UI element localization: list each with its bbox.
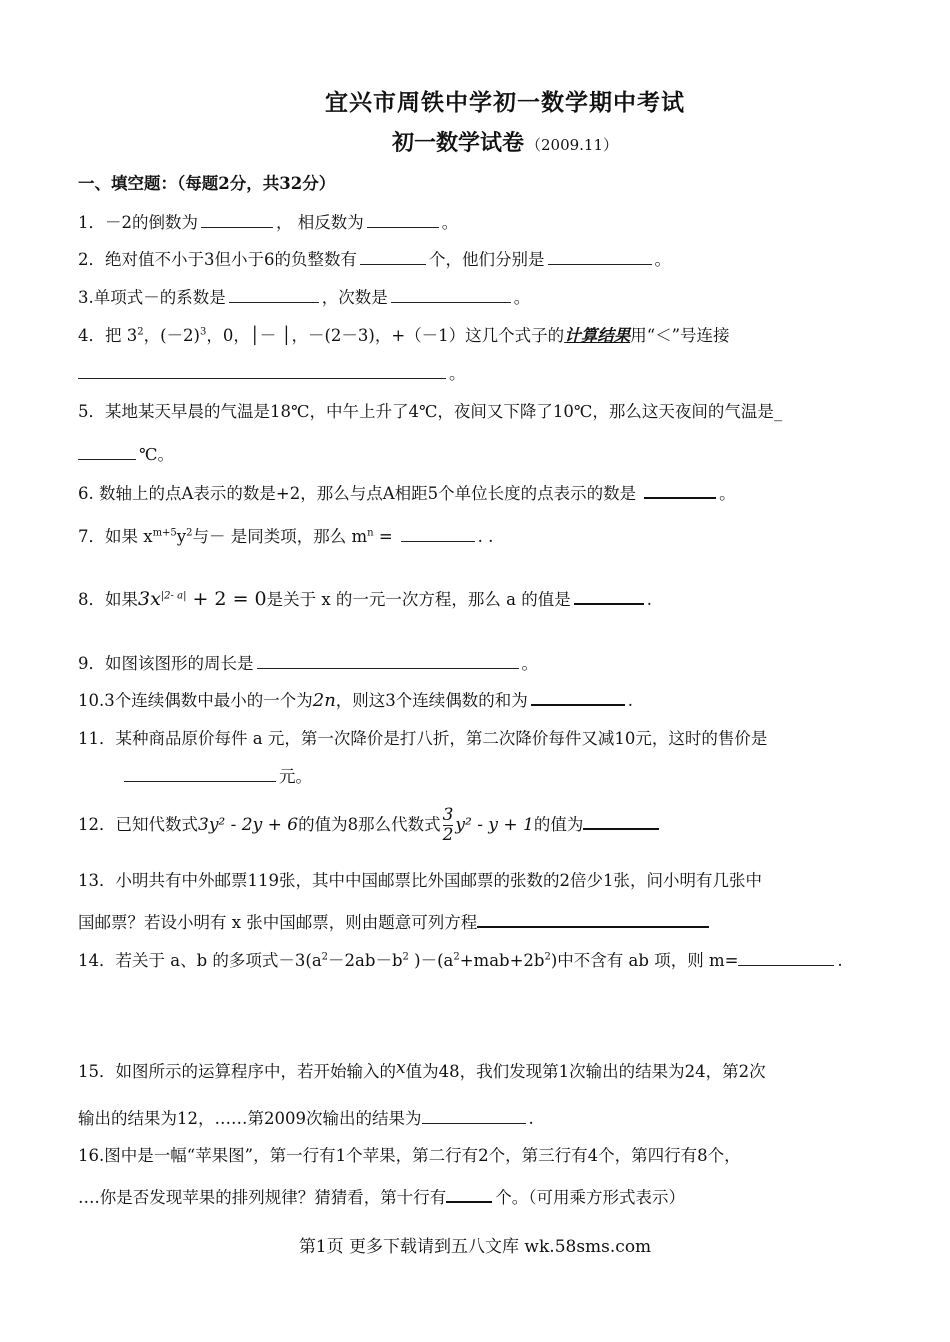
q7-text-a: 7．如果 x <box>78 527 153 546</box>
q14-text-a: 14．若关于 a、b 的多项式－3(a <box>78 951 322 970</box>
q4-sup-2: 3 <box>200 326 207 338</box>
question-12 <box>78 806 910 845</box>
q8-text-b: 是关于 x 的一元一次方程，那么 a 的值是 <box>266 590 571 609</box>
q4-text-end: 。 <box>449 364 466 383</box>
q12-blank[interactable] <box>583 812 659 830</box>
q14-text-c: )－(a <box>408 951 454 970</box>
q2-text-c: 。 <box>654 250 671 269</box>
q4-blank[interactable] <box>78 362 446 379</box>
q8-equation-exponent: |2- a| <box>160 590 187 602</box>
question-11-cont <box>124 763 910 787</box>
question-13-cont <box>78 909 910 933</box>
q7-text-d: = <box>373 527 393 546</box>
q16-text-b: ….你是否发现苹果的排列规律？猜猜看，第十行有 <box>78 1188 447 1207</box>
q7-text-b: y <box>176 527 187 546</box>
question-13: 13．小明共有中外邮票119张，其中中国邮票比外国邮票的张数的2倍少1张，问小明有几张中 <box>78 871 762 890</box>
paper-title <box>0 126 950 157</box>
q12-fraction-denominator: 2 <box>442 825 454 845</box>
q16-text-c: 个。（可用乘方形式表示） <box>495 1188 685 1207</box>
q1-blank-2[interactable] <box>367 211 439 228</box>
q2-blank-1[interactable] <box>360 248 426 265</box>
q10-blank[interactable] <box>531 688 625 706</box>
q6-text-a: 6. 数轴上的点A表示的数是+2，那么与点A相距5个单位长度的点表示的数是 <box>78 484 637 503</box>
q14-sup-1: 2 <box>321 951 329 963</box>
q4-text-b: ，(－2) <box>143 326 200 345</box>
q12-expression-2: y² - y + 1 <box>455 815 534 835</box>
q3-text-a: 3.单项式－的系数是 <box>78 288 226 307</box>
q14-sup-4: 2 <box>544 951 551 963</box>
q2-text-b: 个，他们分别是 <box>429 250 545 269</box>
q14-sup-3: 2 <box>453 951 460 963</box>
q5-blank[interactable] <box>78 443 136 460</box>
q7-sup-3: n <box>367 527 374 539</box>
question-9 <box>78 650 910 674</box>
q4-text-a: 4．把 3 <box>78 326 138 345</box>
question-16-cont <box>78 1184 910 1208</box>
q8-text-a: 8．如果 <box>78 590 138 609</box>
q4-text-c: ，0，│－ │，－(2－3)，+（－1）这几个式子的 <box>206 326 565 345</box>
q14-text-e: )中不含有 ab 项，则 m= <box>550 951 739 970</box>
exam-date: （2009.11） <box>525 136 619 154</box>
q2-blank-2[interactable] <box>548 248 652 265</box>
q15-text-a: 15．如图所示的运算程序中，若开始输入的 <box>78 1062 396 1081</box>
question-6 <box>78 480 910 504</box>
q8-blank[interactable] <box>574 587 644 605</box>
q9-text-a: 9．如图该图形的周长是 <box>78 654 254 673</box>
q9-text-b: 。 <box>521 654 538 673</box>
question-10 <box>78 687 910 711</box>
q1-text-a: 1．－2的倒数为 <box>78 213 198 232</box>
q8-text-c: . <box>646 590 652 609</box>
q1-text-b: ， 相反数为 <box>276 213 364 232</box>
question-11: 11．某种商品原价每件 a 元，第一次降价是打八折，第二次降价每件又减10元，这时的售价是 <box>78 729 768 748</box>
q11-blank[interactable] <box>124 765 276 782</box>
q14-text-f: . <box>837 951 843 970</box>
q12-text-a: 12．已知代数式 <box>78 815 198 834</box>
q6-text-b: 。 <box>719 484 736 503</box>
q9-blank[interactable] <box>257 652 519 669</box>
q16-blank[interactable] <box>446 1185 492 1203</box>
q4-emphasis: 计算结果 <box>564 326 631 345</box>
q7-sup-1: m+5 <box>152 527 177 539</box>
q15-blank[interactable] <box>422 1107 526 1124</box>
question-2 <box>78 246 910 270</box>
q15-text-b: 值为48，我们发现第1次输出的结果为24，第2次 <box>405 1062 766 1081</box>
q10-text-a: 10.3个连续偶数中最小的一个为 <box>78 691 313 710</box>
question-16: 16.图中是一幅“苹果图”，第一行有1个苹果，第二行有2个，第三行有4个，第四行有8个， <box>78 1146 741 1165</box>
q15-variable: x <box>396 1058 406 1078</box>
q11-text-b: 元。 <box>279 767 312 786</box>
q1-text-c: 。 <box>441 213 459 232</box>
q14-blank[interactable] <box>738 949 834 966</box>
school-title: 宜兴市周铁中学初一数学期中考试 <box>325 89 685 116</box>
question-1 <box>78 209 910 233</box>
q3-text-c: 。 <box>513 288 531 307</box>
q7-text-e: . . <box>477 527 494 546</box>
page-footer: 第1页 更多下载请到五八文库 wk.58sms.com <box>298 1237 652 1257</box>
q6-blank[interactable] <box>644 481 716 499</box>
section-heading: 一、填空题：（每题2分，共32分） <box>78 174 336 193</box>
q15-text-c: 输出的结果为12，……第2009次输出的结果为 <box>78 1109 422 1128</box>
q7-blank[interactable] <box>401 525 475 542</box>
q8-equation-rest: + 2 = 0 <box>186 588 267 610</box>
question-7 <box>78 523 910 547</box>
q15-text-d: . <box>528 1109 534 1128</box>
q12-text-c: 的值为 <box>533 815 584 834</box>
question-15-cont <box>78 1105 910 1129</box>
q7-sup-2: 2 <box>186 527 193 539</box>
q10-expression: 2n <box>312 690 336 711</box>
q4-text-d: 用“＜”号连接 <box>630 326 730 345</box>
question-5: 5．某地某天早晨的气温是18℃，中午上升了4℃，夜间又下降了10℃，那么这天夜间的气温是_ <box>78 402 783 421</box>
question-3 <box>78 284 910 308</box>
question-4 <box>78 322 910 346</box>
q3-blank-1[interactable] <box>229 286 319 303</box>
q7-text-c: 与－ 是同类项，那么 m <box>192 527 368 546</box>
q8-equation-term: 3x <box>138 588 161 610</box>
q1-blank-1[interactable] <box>201 211 273 228</box>
question-5-cont <box>78 441 910 465</box>
q12-text-b: 的值为8那么代数式 <box>298 815 441 834</box>
question-4-cont <box>78 360 910 384</box>
q10-text-c: . <box>627 691 634 710</box>
q2-text-a: 2．绝对值不小于3但小于6的负整数有 <box>78 250 357 269</box>
question-8 <box>78 586 910 610</box>
q12-fraction-numerator: 3 <box>442 805 454 825</box>
q3-blank-2[interactable] <box>391 286 511 303</box>
q3-text-b: ，次数是 <box>321 288 388 307</box>
q4-sup-1: 2 <box>137 326 144 338</box>
q14-text-d: +mab+2b <box>459 951 545 970</box>
q12-fraction <box>443 806 454 845</box>
q14-text-b: －2ab－b <box>328 951 403 970</box>
paper-title-text: 初一数学试卷 <box>391 130 524 156</box>
q14-sup-2: 2 <box>402 951 409 963</box>
q13-text-b: 国邮票？若设小明有 x 张中国邮票，则由题意可列方程 <box>78 913 478 932</box>
q5-text-b: ℃。 <box>139 445 174 464</box>
q10-text-b: ，则这3个连续偶数的和为 <box>335 691 528 710</box>
question-15 <box>78 1058 910 1082</box>
q13-blank[interactable] <box>477 910 709 928</box>
question-14 <box>78 947 910 971</box>
q12-expression-1: 3y² - 2y + 6 <box>198 815 299 835</box>
